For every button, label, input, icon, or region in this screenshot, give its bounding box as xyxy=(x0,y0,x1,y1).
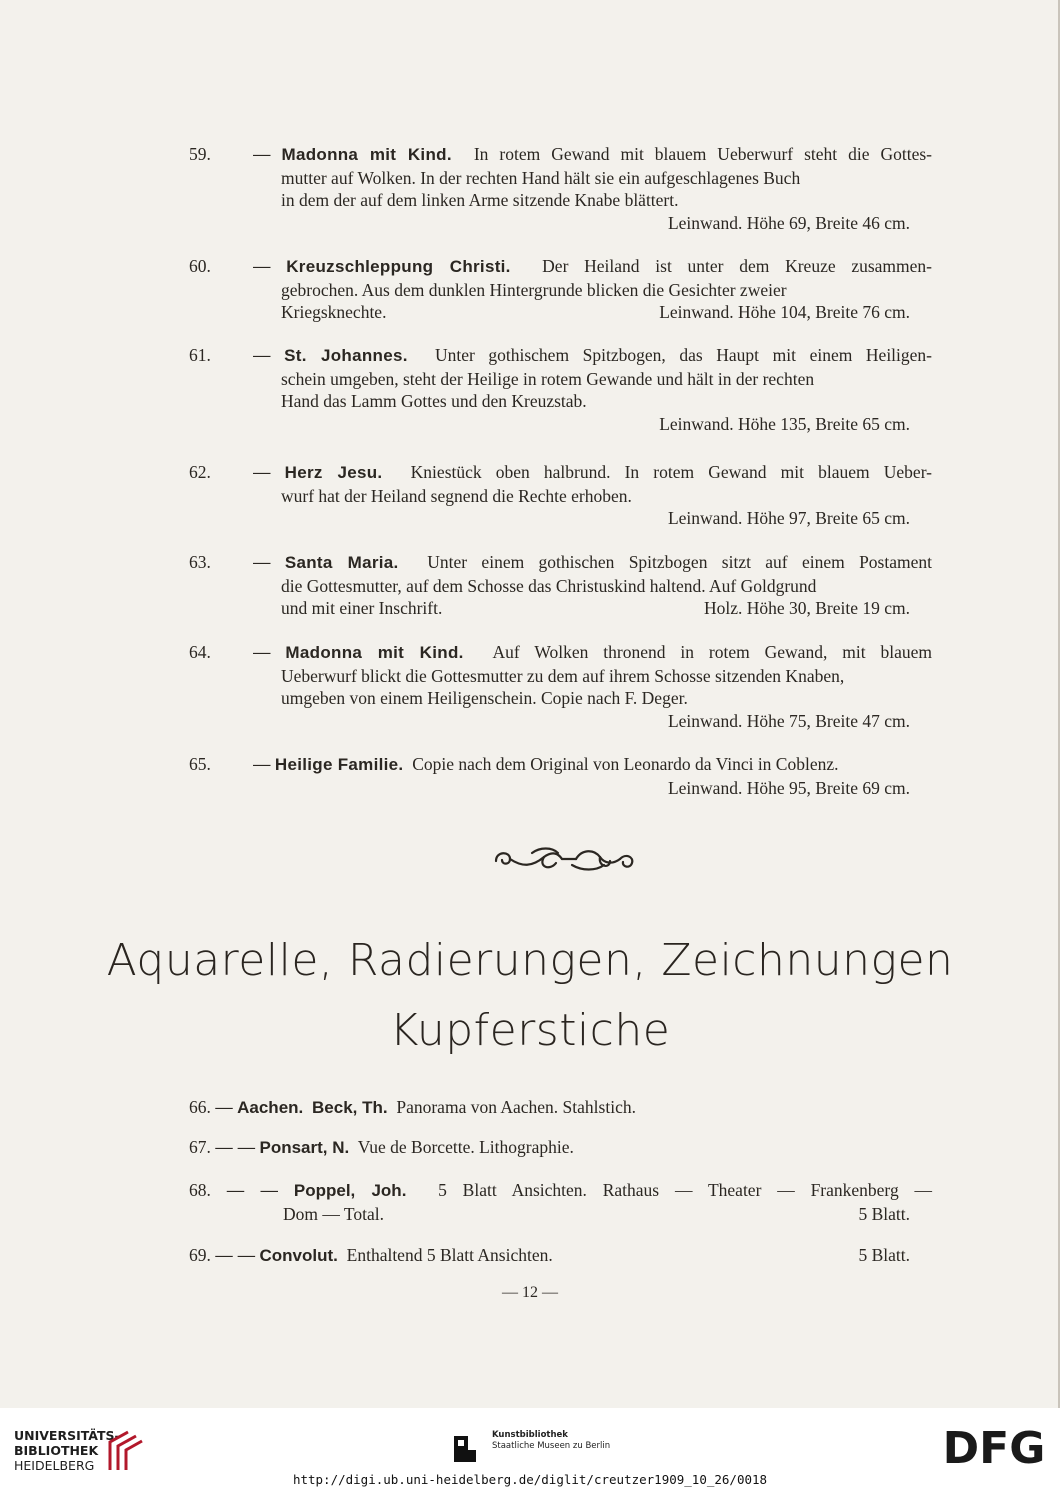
entry-first-line: — Heilige Familie. Copie nach dem Original von Leonardo da Vinci in Coblenz. xyxy=(253,754,839,774)
section-heading-line-2: Kupferstiche xyxy=(389,1005,671,1056)
entry-number: 59. xyxy=(189,144,211,164)
entry-first-line: — Madonna mit Kind. Auf Wolken thronend in rotem Gewand, mit blauem xyxy=(253,642,932,662)
entry-measurements: Leinwand. Höhe 75, Breite 47 cm. xyxy=(667,710,910,731)
catalog-entry-62 xyxy=(189,461,932,530)
item-number: 67. xyxy=(189,1137,211,1157)
entry-text: und mit einer Inschrift. xyxy=(281,598,443,619)
permalink-url[interactable]: http://digi.ub.uni-heidelberg.de/diglit/creutzer1909_10_26/0018 xyxy=(292,1472,768,1487)
item-count: 5 Blatt. xyxy=(858,1245,910,1265)
entry-first-line: — Madonna mit Kind. In rotem Gewand mit blauem Ueberwurf steht die Gottes- xyxy=(253,144,932,164)
entry-first-line: — Herz Jesu. Kniestück oben halbrund. In rotem Gewand mit blauem Ueber- xyxy=(253,462,932,482)
catalog-entry-65 xyxy=(189,753,932,799)
entry-text-line: umgeben von einem Heiligenschein. Copie nach F. Deger. xyxy=(281,688,688,709)
entry-first-line: — Santa Maria. Unter einem gothischen Spitzbogen sitzt auf einem Postament xyxy=(253,552,932,572)
entry-title: Santa Maria. xyxy=(284,553,399,572)
item-text: Vue de Borcette. Lithographie. xyxy=(357,1137,574,1157)
entry-text: Kniestück oben halbrund. In rotem Gewand mit blauem Ueber- xyxy=(410,462,932,482)
dfg-logo-icon[interactable] xyxy=(940,1422,1048,1470)
item-text: Enthaltend 5 Blatt Ansichten. xyxy=(346,1245,553,1265)
entry-title: Madonna mit Kind. xyxy=(281,145,452,164)
entry-title: Herz Jesu. xyxy=(284,463,383,482)
entry-number: 60. xyxy=(189,256,211,276)
entry-text: Auf Wolken thronend in rotem Gewand, mit blauem xyxy=(492,642,932,662)
entry-number: 64. xyxy=(189,642,211,662)
catalog-entry-60 xyxy=(189,255,932,324)
entry-text-line: wurf hat der Heiland segnend die Rechte erhoben. xyxy=(281,485,632,506)
item-dash: — xyxy=(215,1097,233,1117)
catalog-entry-64 xyxy=(189,641,932,732)
entry-text: Unter gothischem Spitzbogen, das Haupt mit einem Heiligen- xyxy=(434,345,933,365)
item-line xyxy=(189,1244,932,1268)
entry-number: 65. xyxy=(189,754,211,774)
entry-text: Copie nach dem Original von Leonardo da Vinci in Coblenz. xyxy=(412,754,839,774)
entry-number: 61. xyxy=(189,345,211,365)
entry-measurements: Leinwand. Höhe 95, Breite 69 cm. xyxy=(667,777,910,798)
kunstbibliothek-line-2: Staatliche Museen zu Berlin xyxy=(492,1441,611,1451)
catalog-entry-59 xyxy=(189,143,932,234)
entry-first-line: — Kreuzschleppung Christi. Der Heiland ist unter dem Kreuze zusammen- xyxy=(253,256,933,276)
item-count: 5 Blatt. xyxy=(858,1203,910,1224)
kunstbibliothek-name xyxy=(492,1430,610,1452)
entry-measurements: Holz. Höhe 30, Breite 19 cm. xyxy=(703,598,910,619)
catalog-item-67 xyxy=(189,1136,932,1160)
entry-measurements: Leinwand. Höhe 69, Breite 46 cm. xyxy=(667,212,910,233)
item-dash: — — xyxy=(215,1137,256,1157)
entry-text: Unter einem gothischen Spitzbogen sitzt auf einem Postament xyxy=(427,552,932,572)
entry-title: Heilige Familie. xyxy=(274,755,404,774)
entry-last-line xyxy=(189,301,932,324)
university-logo-icon[interactable] xyxy=(104,1426,144,1472)
entry-title: Kreuzschleppung Christi. xyxy=(286,257,511,276)
item-text: Dom — Total. xyxy=(283,1203,385,1224)
item-first-line xyxy=(189,1179,932,1203)
entry-last-line xyxy=(189,597,932,620)
item-artist: Ponsart, N. xyxy=(259,1138,350,1157)
item-number: 69. xyxy=(189,1245,211,1265)
entry-text-line: gebrochen. Aus dem dunklen Hintergrunde blicken die Gesichter zweier xyxy=(281,279,787,300)
item-artist: Poppel, Joh. xyxy=(293,1181,407,1200)
entry-text: In rotem Gewand mit blauem Ueberwurf steht die Gottes- xyxy=(473,144,932,164)
page-number: — 12 — xyxy=(502,1284,558,1301)
catalog-entry-63 xyxy=(189,551,932,620)
item-dash: — — xyxy=(226,1180,279,1200)
university-line-1: UNIVERSITÄTS- xyxy=(14,1428,120,1443)
entry-first-line: — St. Johannes. Unter gothischem Spitzbogen, das Haupt mit einem Heiligen- xyxy=(253,345,933,365)
catalog-entry-61 xyxy=(189,344,932,435)
kunstbibliothek-line-1: Kunstbibliothek xyxy=(492,1430,568,1440)
catalog-item-68 xyxy=(189,1179,932,1225)
item-number: 68. xyxy=(189,1180,211,1200)
entry-measurements: Leinwand. Höhe 135, Breite 65 cm. xyxy=(659,413,910,434)
catalog-item-66 xyxy=(189,1096,932,1120)
entry-title: Madonna mit Kind. xyxy=(285,643,464,662)
university-line-2: BIBLIOTHEK xyxy=(14,1443,99,1458)
item-dash: — — xyxy=(215,1245,256,1265)
item-place: Aachen. xyxy=(237,1098,304,1117)
item-number: 66. xyxy=(189,1097,211,1117)
entry-text-line: mutter auf Wolken. In der rechten Hand hält sie ein aufgeschlagenes Buch xyxy=(281,167,801,188)
item-text: 5 Blatt Ansichten. Rathaus — Theater — Frankenberg — xyxy=(438,1180,933,1200)
entry-number: 63. xyxy=(189,552,211,572)
footer-bar xyxy=(0,1408,1060,1492)
entry-measurements: Leinwand. Höhe 104, Breite 76 cm. xyxy=(659,302,910,323)
dfg-logo-text: DFG xyxy=(942,1423,1046,1470)
item-artist: Beck, Th. xyxy=(312,1098,388,1117)
decorative-ornament-icon xyxy=(492,845,637,873)
section-heading-line-1: Aquarelle, Radierungen, Zeichnungen xyxy=(106,935,954,986)
entry-text-line: Ueberwurf blickt die Gottesmutter zu dem auf ihrem Schosse sitzenden Knaben, xyxy=(281,665,845,686)
entry-number: 62. xyxy=(189,462,211,482)
entry-text-line: in dem der auf dem linken Arme sitzende Knabe blättert. xyxy=(281,190,679,211)
entry-text: Kriegsknechte. xyxy=(281,302,387,323)
entry-measurements: Leinwand. Höhe 97, Breite 65 cm. xyxy=(667,508,910,529)
university-line-3: HEIDELBERG xyxy=(14,1458,95,1473)
item-text: Panorama von Aachen. Stahlstich. xyxy=(396,1097,636,1117)
entry-text-line: die Gottesmutter, auf dem Schosse das Christuskind haltend. Auf Goldgrund xyxy=(281,575,817,596)
entry-text-line: schein umgeben, steht der Heilige in rotem Gewande und hält in der rechten xyxy=(281,368,815,389)
catalog-item-69 xyxy=(189,1244,932,1268)
item-artist: Convolut. xyxy=(259,1246,338,1265)
entry-title: St. Johannes. xyxy=(284,346,408,365)
item-second-line xyxy=(189,1203,932,1226)
entry-text: Der Heiland ist unter dem Kreuze zusammen- xyxy=(542,256,933,276)
entry-text-line: Hand das Lamm Gottes und den Kreuzstab. xyxy=(281,391,587,412)
kunstbibliothek-logo-icon[interactable] xyxy=(452,1432,478,1464)
